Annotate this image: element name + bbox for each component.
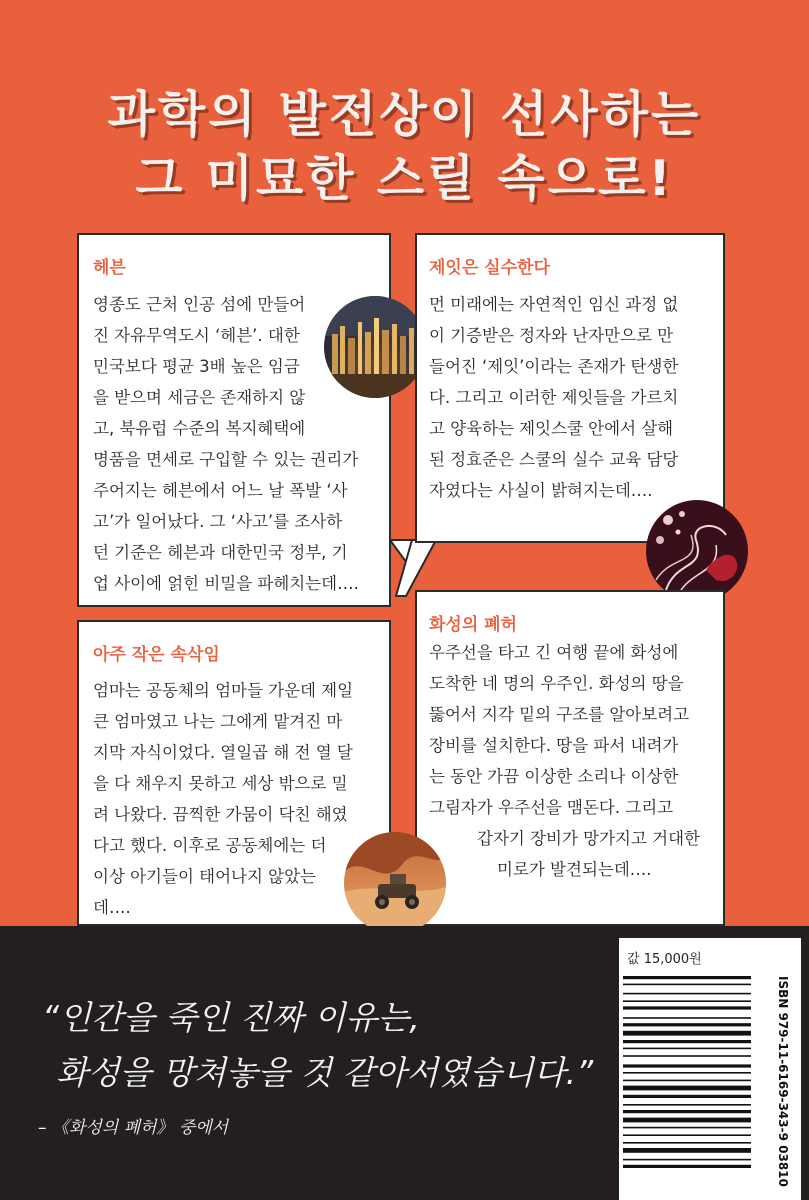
- text-line: 미로가 발견되는데….: [497, 860, 652, 879]
- price-label: 값 15,000원: [627, 952, 702, 967]
- isbn-text: [753, 972, 793, 1196]
- text-line: 된 정효준은 스쿨의 실수 교육 담당: [429, 450, 679, 469]
- text-line: 도착한 네 명의 우주인. 화성의 땅을: [429, 674, 684, 693]
- barcode-bar: [623, 993, 751, 995]
- text-line: 을 다 채우지 못하고 세상 밖으로 밀: [93, 774, 348, 793]
- text-line: 다고 했다. 이후로 공동체에는 더: [93, 836, 327, 855]
- text-line: 려 나왔다. 끔찍한 가뭄이 닥친 해였: [93, 805, 348, 824]
- barcode-bar: [623, 1017, 751, 1019]
- barcode-panel: [619, 938, 801, 1200]
- story-title: 아주 작은 속삭임: [93, 645, 220, 665]
- story-title: 화성의 폐허: [429, 615, 518, 635]
- text-line: 뚫어서 지각 밑의 구조를 알아보려고: [429, 705, 690, 724]
- mars-rover-image: [344, 832, 446, 934]
- text-line: 주어지는 헤븐에서 어느 날 폭발 ‘사: [93, 481, 348, 500]
- text-line: 고 양육하는 제잇스쿨 안에서 살해: [429, 419, 674, 438]
- headline-line-2: 그 미묘한 스릴 속으로!: [135, 150, 674, 207]
- text-line: 을 받으며 세금은 존재하지 않: [93, 388, 306, 407]
- barcode-bar: [623, 1080, 751, 1082]
- story-box-jeit: [415, 233, 725, 543]
- text-line: 큰 엄마였고 나는 그에게 맡겨진 마: [93, 712, 343, 731]
- city-skyline-image: [324, 296, 426, 398]
- story-text: [429, 637, 700, 885]
- text-line: 데….: [93, 898, 131, 917]
- barcode-bar: [623, 976, 751, 979]
- barcode-bar: [623, 1064, 751, 1067]
- barcode-bar: [623, 1023, 751, 1026]
- barcode-bar: [623, 1142, 751, 1144]
- barcode-bar: [623, 1072, 751, 1074]
- barcode-bar: [623, 1000, 751, 1002]
- barcode-bars: [623, 972, 751, 1196]
- text-line: 들어진 ‘제잇’이라는 존재가 탄생한: [429, 357, 679, 376]
- text-line: 장비를 설치한다. 땅을 파서 내려가: [429, 736, 679, 755]
- quote-line-2: 화성을 망쳐놓을 것 같아서였습니다.”: [56, 1053, 594, 1092]
- barcode-bar: [623, 1031, 751, 1036]
- story-text: [93, 675, 353, 923]
- barcode-bar: [623, 1006, 751, 1009]
- text-line: 이 기증받은 정자와 난자만으로 만: [429, 326, 674, 345]
- story-title: 제잇은 실수한다: [429, 258, 550, 278]
- text-line: 자였다는 사실이 밝혀지는데….: [429, 481, 653, 500]
- story-text: [93, 289, 359, 599]
- text-line: 업 사이에 얽힌 비밀을 파헤치는데….: [93, 574, 359, 593]
- barcode-bar: [623, 1118, 751, 1123]
- barcode-bar: [623, 1055, 751, 1057]
- text-line: 이상 아기들이 태어나지 않았는: [93, 867, 316, 886]
- headline-line-1: 과학의 발전상이 선사하는: [107, 86, 702, 143]
- text-line: 영종도 근처 인공 섬에 만들어: [93, 295, 306, 314]
- story-box-heaven: [77, 233, 391, 607]
- barcode-bar: [623, 1127, 751, 1129]
- abstract-embryo-image: [646, 500, 748, 602]
- barcode-bar: [623, 1095, 751, 1098]
- text-line: 지막 자식이었다. 열일곱 해 전 열 달: [93, 743, 353, 762]
- barcode-bar: [623, 984, 751, 986]
- quote-line-1: “인간을 죽인 진짜 이유는,: [42, 998, 420, 1037]
- text-line: 엄마는 공동체의 엄마들 가운데 제일: [93, 681, 354, 700]
- text-line: 명품을 면세로 구입할 수 있는 권리가: [93, 450, 359, 469]
- barcode-bar: [623, 1134, 751, 1136]
- quote-source: – 《화성의 폐허》 중에서: [38, 1118, 229, 1138]
- barcode-bar: [623, 1159, 751, 1161]
- story-box-mars: [415, 590, 725, 926]
- barcode-bar: [623, 1086, 751, 1091]
- text-line: 그림자가 우주선을 맴돈다. 그리고: [429, 798, 674, 817]
- text-line: 먼 미래에는 자연적인 임신 과정 없: [429, 295, 679, 314]
- story-title: 헤븐: [93, 258, 126, 278]
- svg-text:ISBN 979-11-6169-343-9 03810: ISBN 979-11-6169-343-9 03810: [776, 976, 790, 1187]
- text-line: 다. 그리고 이러한 제잇들을 가르치: [429, 388, 679, 407]
- barcode-bar: [623, 1040, 751, 1043]
- text-line: 민국보다 평균 3배 높은 임금: [93, 357, 300, 376]
- text-line: 진 자유무역도시 ‘헤븐’. 대한: [93, 326, 300, 345]
- barcode-bar: [623, 1110, 751, 1113]
- text-line: 고’가 일어났다. 그 ‘사고’를 조사하: [93, 512, 343, 531]
- barcode-bar: [623, 1048, 751, 1050]
- text-line: 는 동안 가끔 이상한 소리나 이상한: [429, 767, 679, 786]
- text-line: 고, 북유럽 수준의 복지혜택에: [93, 419, 306, 438]
- barcode-bar: [623, 1165, 751, 1168]
- story-text: [429, 289, 678, 506]
- text-line: 갑자기 장비가 망가지고 거대한: [477, 829, 700, 848]
- barcode-bar: [623, 1148, 751, 1153]
- text-line: 우주선을 타고 긴 여행 끝에 화성에: [429, 643, 679, 662]
- barcode-bar: [623, 1104, 751, 1106]
- text-line: 던 기준은 헤븐과 대한민국 정부, 기: [93, 543, 348, 562]
